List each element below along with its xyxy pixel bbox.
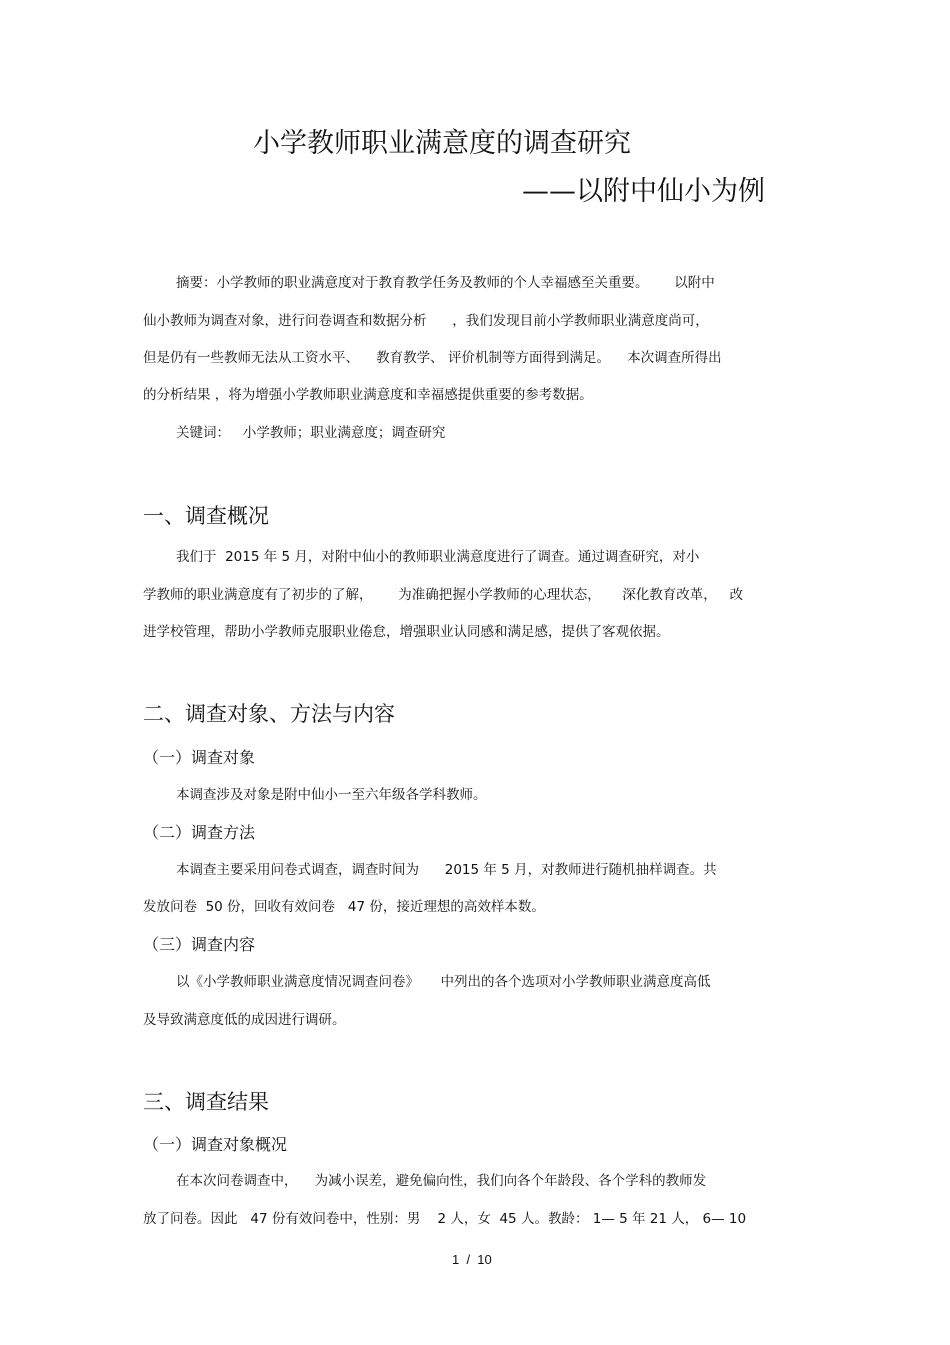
section-heading: 三、调查结果: [143, 1090, 269, 1114]
paragraph-line: 本调查主要采用问卷式调查，调查时间为 2015 年 5 月，对教师进行随机抽样调查。共: [176, 862, 717, 878]
abstract-line: 的分析结果 ，将为增强小学教师职业满意度和幸福感提供重要的参考数据。: [143, 387, 593, 403]
subsection-heading: （一）调查对象概况: [143, 1135, 288, 1154]
paragraph-line: 学教师的职业满意度有了初步的了解， 为准确把握小学教师的心理状态， 深化教育改革， 改: [143, 587, 744, 603]
abstract-line: 摘要：小学教师的职业满意度对于教育教学任务及教师的个人幸福感至关重要。 以附中: [176, 275, 715, 291]
subsection-heading: （一）调查对象: [143, 748, 256, 767]
document-subtitle: ——以附中仙小为例: [522, 176, 765, 207]
section-heading: 二、调查对象、方法与内容: [143, 702, 395, 726]
paragraph-line: 在本次问卷调查中， 为减小误差，避免偏向性，我们向各个年龄段、各个学科的教师发: [176, 1173, 707, 1189]
paragraph-line: 放了问卷。因此 47 份有效问卷中，性别：男 2 人，女 45 人。教龄： 1— 5 年 21 人， 6— 10: [143, 1211, 747, 1227]
section-heading: 一、调查概况: [143, 504, 269, 528]
abstract-line: 仙小教师为调查对象，进行问卷调查和数据分析 ，我们发现目前小学教师职业满意度尚可，: [143, 313, 709, 329]
paragraph-line: 以《小学教师职业满意度情况调查问卷》 中列出的各个选项对小学教师职业满意度高低: [176, 974, 711, 990]
document-title: 小学教师职业满意度的调查研究: [253, 128, 631, 159]
paragraph-line: 进学校管理，帮助小学教师克服职业倦怠，增强职业认同感和满足感，提供了客观依据。: [143, 624, 670, 640]
paragraph-line: 发放问卷 50 份，回收有效问卷 47 份，接近理想的高效样本数。: [143, 899, 545, 915]
paragraph-line: 本调查涉及对象是附中仙小一至六年级各学科教师。: [176, 787, 487, 803]
abstract-line: 但是仍有一些教师无法从工资水平、 教育教学、 评价机制等方面得到满足。 本次调查所得出: [143, 350, 722, 366]
paragraph-line: 及导致满意度低的成因进行调研。: [143, 1012, 346, 1028]
page-number: 1 / 10: [452, 1252, 492, 1267]
paragraph-line: 我们于 2015 年 5 月，对附中仙小的教师职业满意度进行了调查。通过调查研究，对小: [176, 549, 700, 565]
keywords: 关键词： 小学教师；职业满意度；调查研究: [176, 425, 446, 441]
subsection-heading: （二）调查方法: [143, 823, 256, 842]
subsection-heading: （三）调查内容: [143, 935, 256, 954]
